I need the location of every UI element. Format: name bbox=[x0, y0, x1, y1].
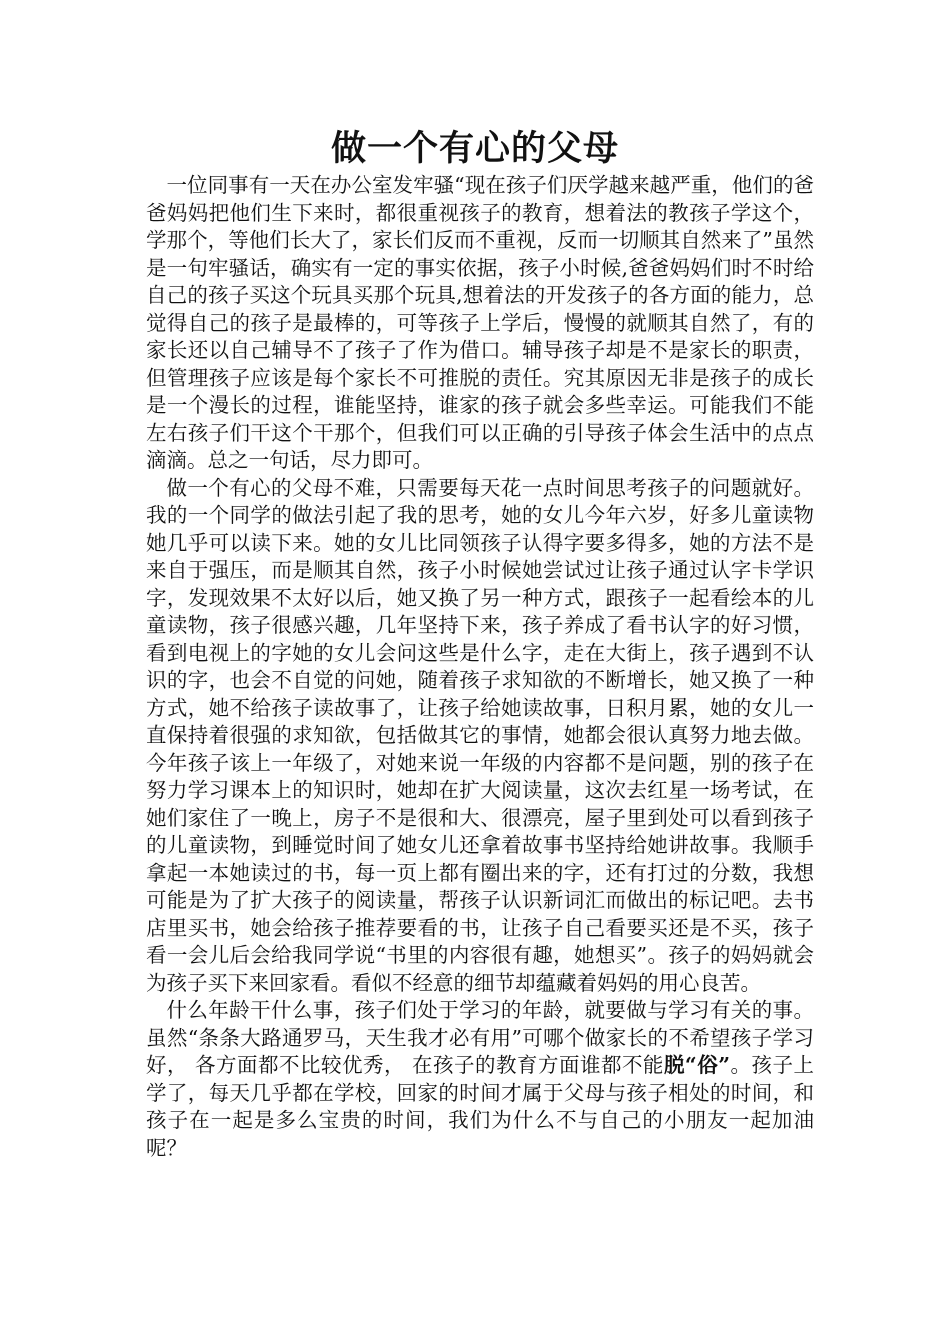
document-body bbox=[146, 172, 814, 1162]
document-title: 做一个有心的父母 bbox=[330, 128, 619, 169]
paragraph-1: 一位同事有一天在办公室发牢骚“现在孩子们厌学越来越严重，他们的爸爸妈妈把他们生下来时，都很重视孩子的教育，想着法的教孩子学这个，学那个，等他们长大了，家长们反而不重视，反而一切顺其自然来了”虽然是一句牢骚话，确实有一定的事实依据，孩子小时候,爸爸妈妈们时不时给自己的孩子买这个玩具买那个玩具,想着法的开发孩子的各方面的能力，总觉得自己的孩子是最棒的，可等孩子上学后，慢慢的就顺其自然了，有的家长还以自己辅导不了孩子了作为借口。辅导孩子却是不是家长的职责，但管理孩子应该是每个家长不可推脱的责任。究其原因无非是孩子的成长是一个漫长的过程，谁能坚持，谁家的孩子就会多些幸运。可能我们不能左右孩子们干这个干那个，但我们可以正确的引导孩子体会生活中的点点滴滴。总之一句话，尽力即可。 bbox=[146, 173, 814, 472]
paragraph-3-text-before: 什么年龄干什么事，孩子们处于学习的年龄，就要做与学习有关的事。虽然“条条大路通罗马，天生我才必有用”可哪个做家长的不希望孩子学习好， 各方面都不比较优秀， 在孩子的教育方面谁都不能 bbox=[146, 998, 814, 1077]
paragraph-3-text-after: 。孩子上学了，每天几乎都在学校，回家的时间才属于父母与孩子相处的时间，和孩子在一起是多么宝贵的时间，我们为什么不与自己的小朋友一起加油呢？ bbox=[146, 1053, 815, 1160]
paragraph-2: 做一个有心的父母不难，只需要每天花一点时间思考孩子的问题就好。我的一个同学的做法引起了我的思考，她的女儿今年六岁，好多儿童读物她几乎可以读下来。她的女儿比同领孩子认得字要多得多，她的方法不是来自于强压，而是顺其自然，孩子小时候她尝试过让孩子通过认字卡学识字，发现效果不太好以后，她又换了另一种方式，跟孩子一起看绘本的儿童读物，孩子很感兴趣，几年坚持下来，孩子养成了看书认字的好习惯，看到电视上的字她的女儿会问这些是什么字，走在大街上，孩子遇到不认识的字，也会不自觉的问她，随着孩子求知欲的不断增长，她又换了一种方式，她不给孩子读故事了，让孩子给她读故事，日积月累，她的女儿一直保持着很强的求知欲，包括做其它的事情，她都会很认真努力地去做。今年孩子该上一年级了，对她来说一年级的内容都不是问题，别的孩子在努力学习课本上的知识时，她却在扩大阅读量，这次去红星一场考试，在她们家住了一晚上，房子不是很和大、很漂亮，屋子里到处可以看到孩子的儿童读物，到睡觉时间了她女儿还拿着故事书坚持给她讲故事。我顺手拿起一本她读过的书，每一页上都有圈出来的字，还有打过的分数，我想可能是为了扩大孩子的阅读量，帮孩子认识新词汇而做出的标记吧。去书店里买书，她会给孩子推荐要看的书，让孩子自己看要买还是不买，孩子看一会儿后会给我同学说“书里的内容很有趣，她想买”。孩子的妈妈就会为孩子买下来回家看。看似不经意的细节却蕴藏着妈妈的用心良苦。 bbox=[146, 475, 814, 995]
paragraph-3-emphasis: 脱“俗” bbox=[663, 1053, 731, 1077]
paragraph-3 bbox=[146, 997, 814, 1162]
